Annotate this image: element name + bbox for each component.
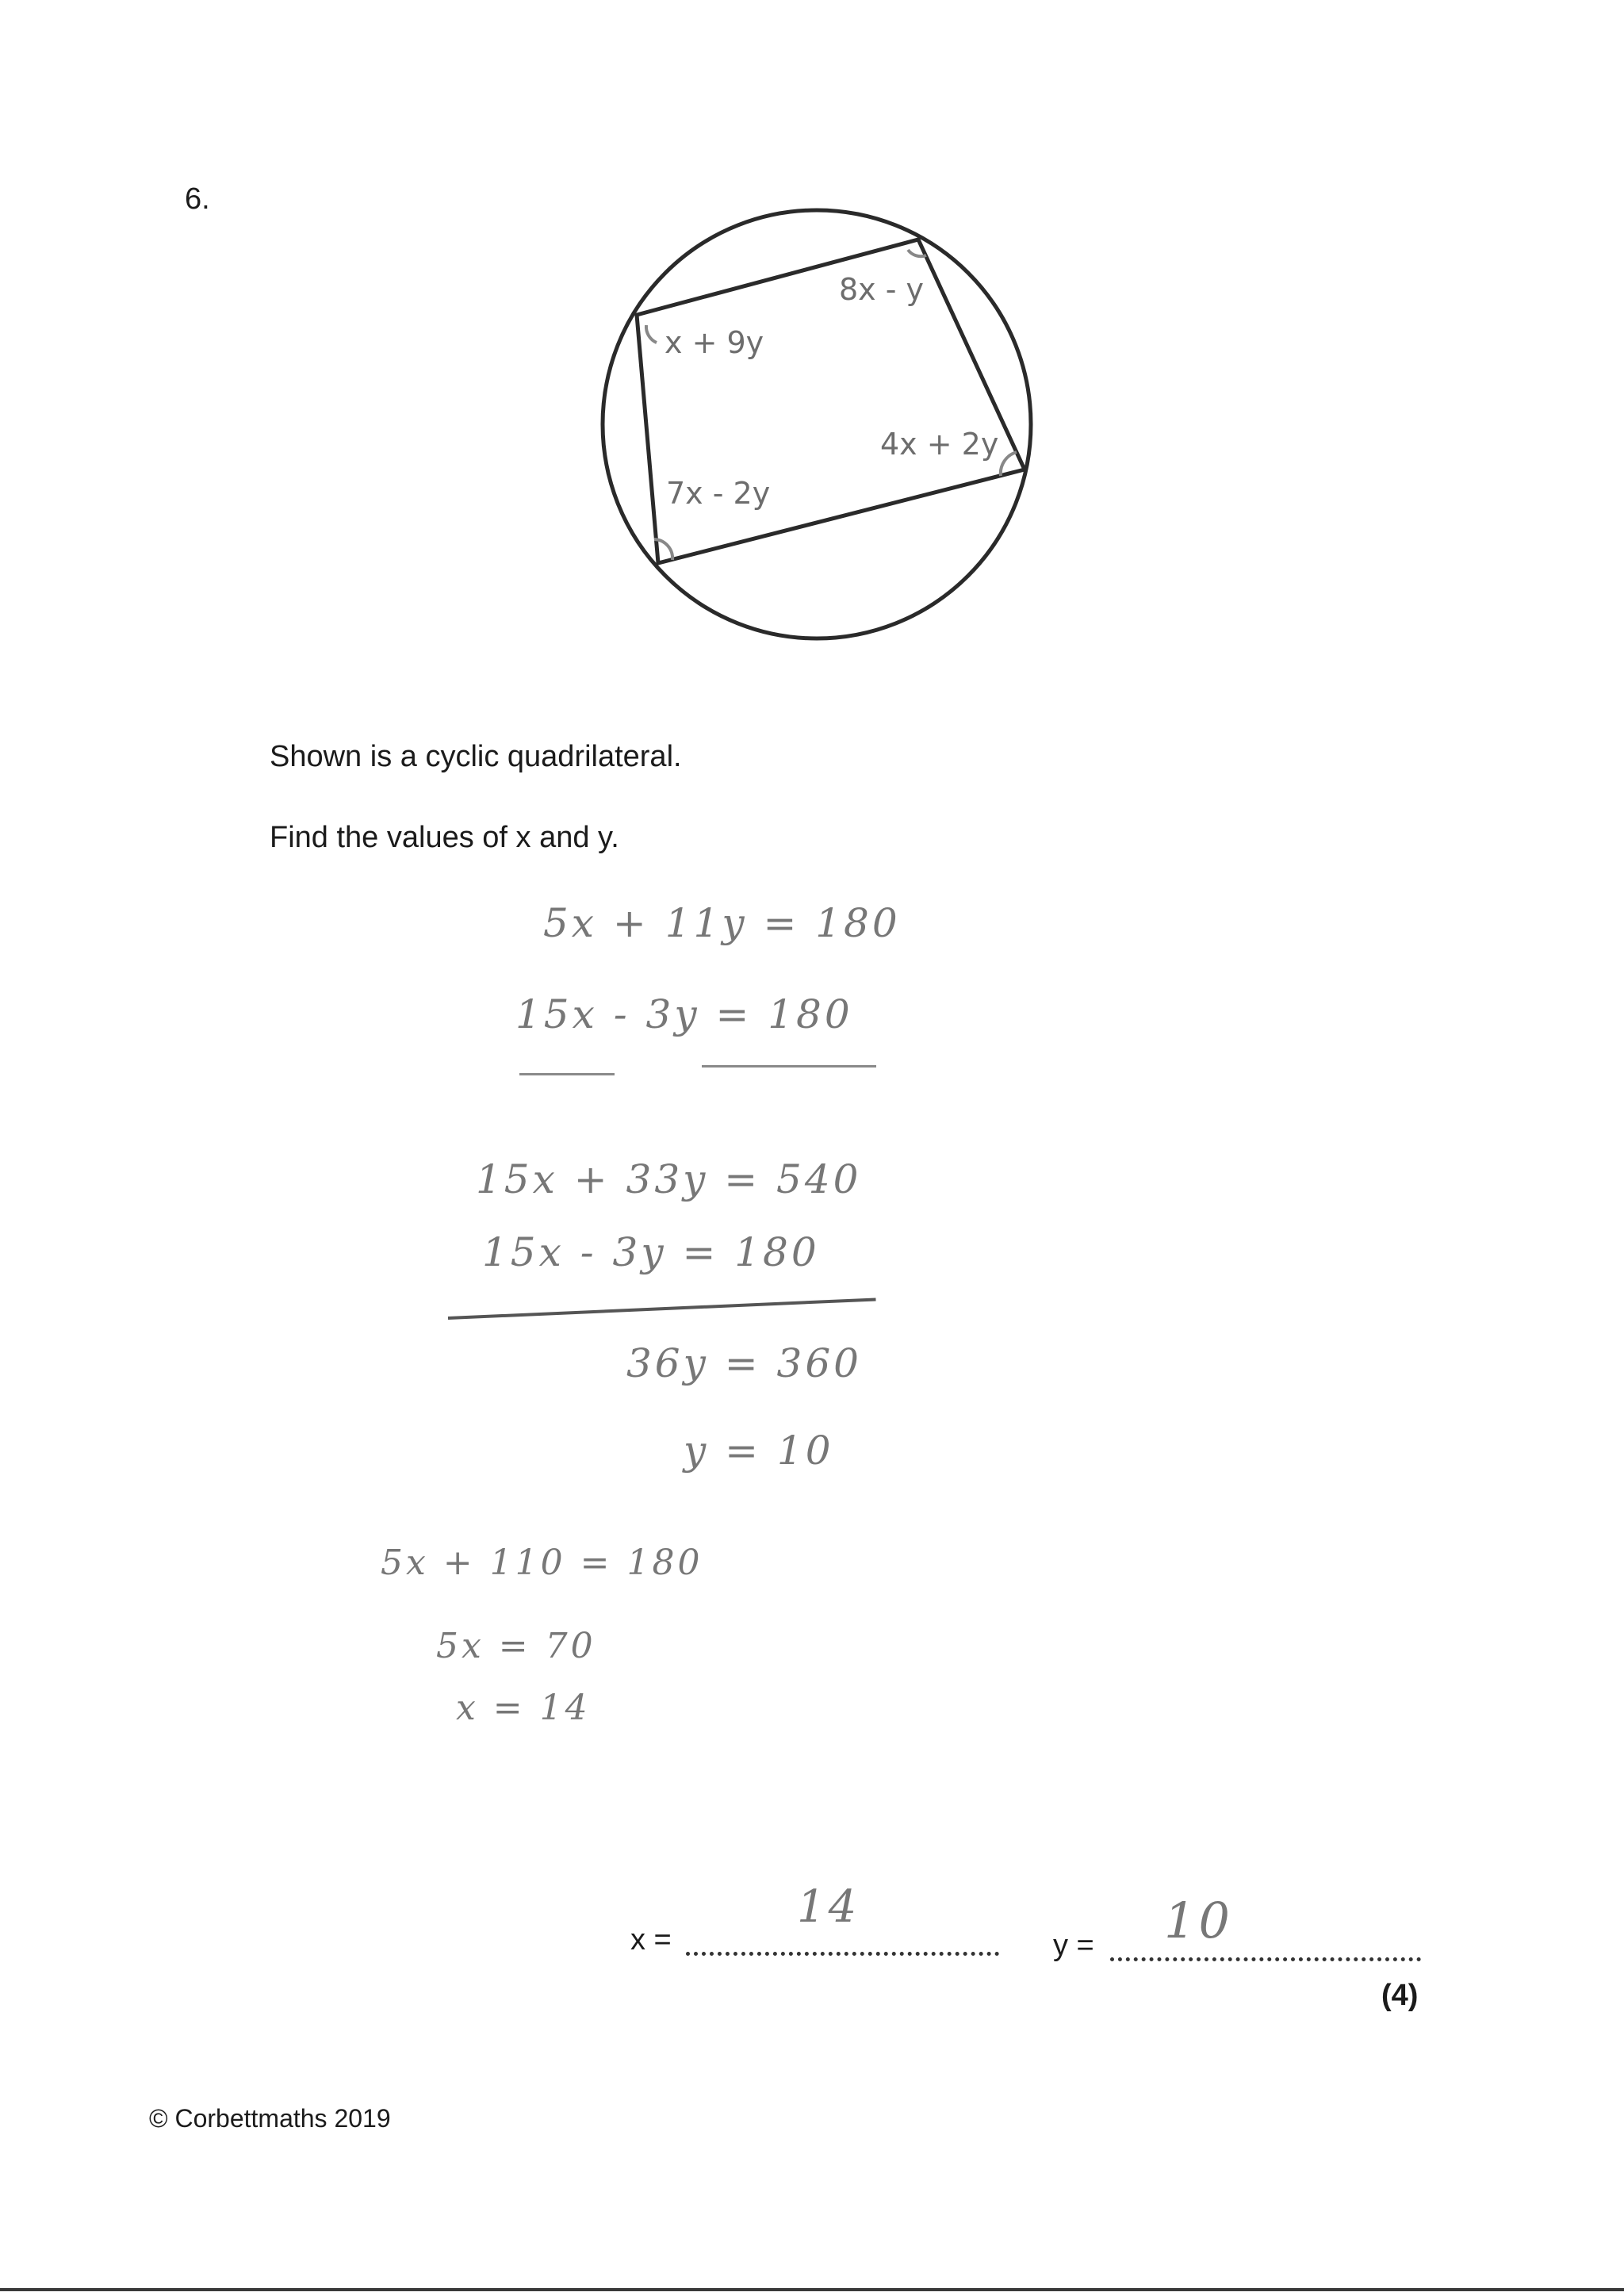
question-number: 6. xyxy=(185,182,210,216)
answer-y-label: y = xyxy=(1053,1929,1094,1962)
label-bottom-left-angle: 7x - 2y xyxy=(666,476,771,511)
working-eq-4: 15x - 3y = 180 xyxy=(482,1229,820,1275)
copyright-footer: © Corbettmaths 2019 xyxy=(149,2104,391,2133)
working-eq-6: y = 10 xyxy=(684,1428,834,1474)
answer-y-value: 10 xyxy=(1164,1892,1233,1949)
working-eq-5: 36y = 360 xyxy=(626,1340,862,1386)
label-top-left-angle: x + 9y xyxy=(665,325,764,360)
answer-y-line[interactable] xyxy=(1110,1957,1421,1961)
question-statement: Shown is a cyclic quadrilateral. xyxy=(270,740,682,773)
angle-arc-top-left xyxy=(646,325,657,343)
answer-x-value: 14 xyxy=(797,1881,860,1933)
working-eq-3: 15x + 33y = 540 xyxy=(476,1156,862,1202)
working-underline-1 xyxy=(519,1073,615,1075)
page-bottom-edge xyxy=(0,2288,1624,2291)
question-instruction: Find the values of x and y. xyxy=(270,821,619,854)
answer-x-label: x = xyxy=(630,1923,672,1957)
working-eq-7: 5x + 110 = 180 xyxy=(381,1543,703,1583)
marks-indicator: (4) xyxy=(1381,1979,1419,2012)
working-eq-8: 5x = 70 xyxy=(436,1626,596,1666)
circle xyxy=(603,210,1031,638)
working-eq-1: 5x + 11y = 180 xyxy=(543,900,901,946)
working-underline-2 xyxy=(702,1065,876,1068)
answer-x-line[interactable] xyxy=(686,1952,999,1956)
quadrilateral xyxy=(637,240,1025,563)
label-top-right-angle: 8x - y xyxy=(839,272,925,307)
working-eq-9: x = 14 xyxy=(456,1688,591,1728)
label-right-angle: 4x + 2y xyxy=(880,427,999,462)
working-eq-2: 15x - 3y = 180 xyxy=(515,991,853,1037)
